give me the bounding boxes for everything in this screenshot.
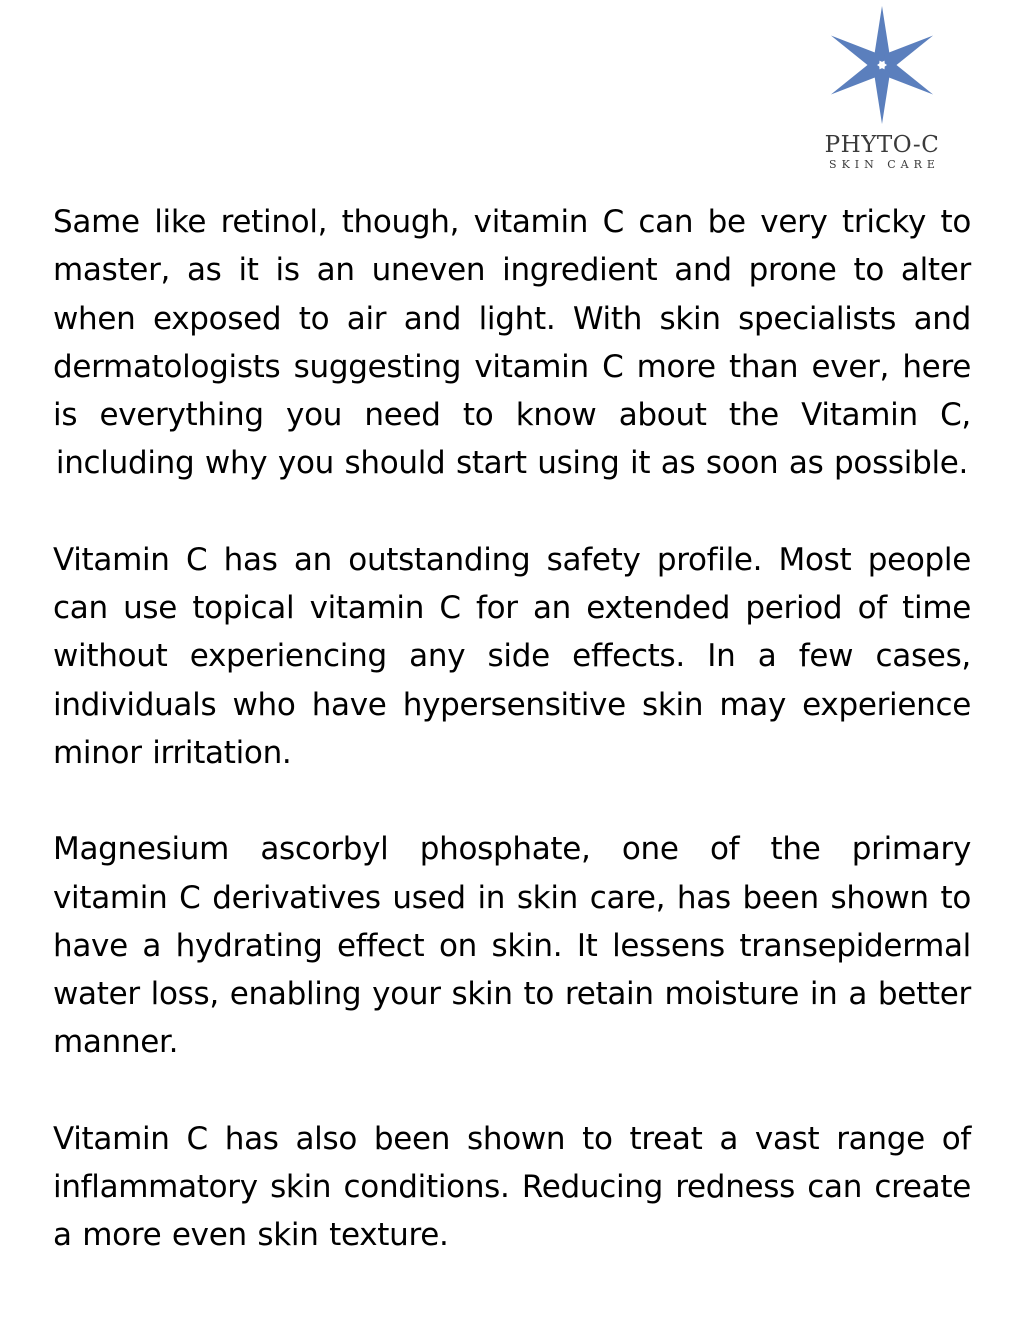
paragraph-safety-profile: Vitamin C has an outstanding safety profile. Most people can use topical vitamin C for an extended period of time without experiencing any side effects. In a few cases, individuals who have hypersensitive skin may experience minor irritation. [53,541,971,771]
article-body [53,198,971,1308]
brand-name: PHYTO-C [824,132,940,158]
brand-tagline: SKIN CARE [829,158,940,171]
brand-logo [812,4,952,172]
six-point-star-icon [822,4,942,126]
paragraph-hydrating-effect: Magnesium ascorbyl phosphate, one of the primary vitamin C derivatives used in skin care, has been shown to have a hydrating effect on skin. It lessens transepidermal water loss, enabling your skin to retain moisture in a better manner. [53,831,971,1061]
paragraph-retinol-comparison: Same like retinol, though, vitamin C can be very tricky to master, as it is an uneven ingredient and prone to alter when exposed to air and light. With skin specialists and dermatologists suggesting vitamin C more than ever, here is everything you need to know about the Vitamin C, including why you should start using it as soon as possible. [53,204,971,482]
paragraph-inflammatory-conditions: Vitamin C has also been shown to treat a vast range of inflammatory skin conditions. Reducing redness can create a more even skin texture. [53,1120,971,1254]
